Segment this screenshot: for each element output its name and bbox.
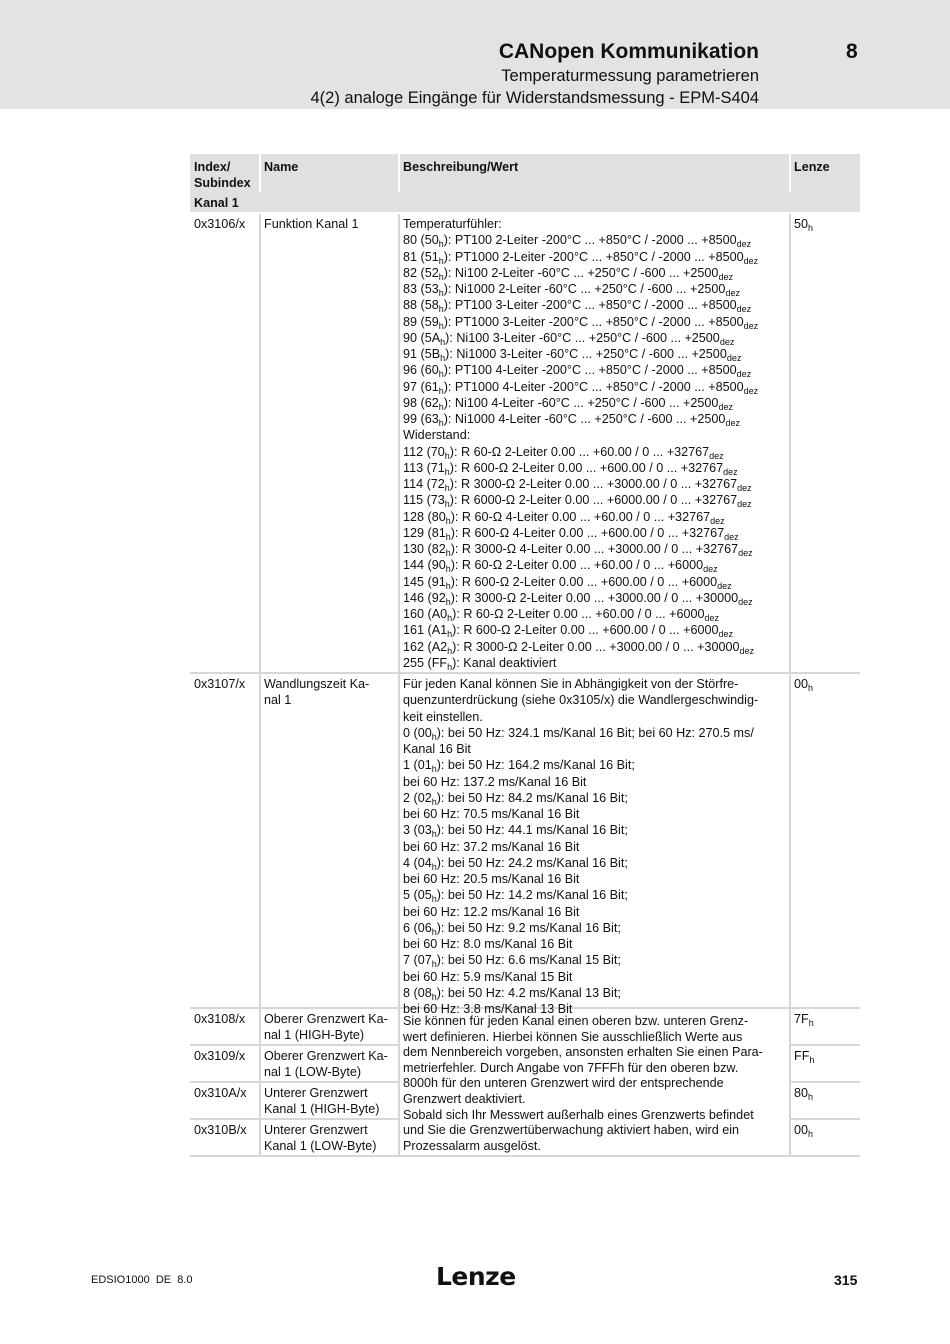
description-line: und Sie die Grenzwertüberwachung aktiviert haben, wird ein <box>403 1123 740 1138</box>
description-line: 5 $(05_h)$: bei 50 Hz: 14.2 ms/Kanal 16 Bit; <box>403 888 628 905</box>
row-default-value: $00_h$ <box>794 1123 814 1139</box>
description-line: 115 $(73_h)$: R 6000-Ω 2-Leiter 0.00 ... +6000.00 / 0 ... $+32767_{dez}$ <box>403 493 752 510</box>
description-line: 160 $(A0_h)$: R 60-Ω 2-Leiter 0.00 ... +60.00 / 0 ... $+6000_{dez}$ <box>403 607 719 623</box>
description-line: Widerstand: <box>403 428 471 443</box>
column-separator <box>398 214 400 672</box>
row-index: 0x310B/x <box>194 1123 247 1137</box>
limit-description <box>403 1014 788 1154</box>
row-index: 0x3107/x <box>194 677 246 691</box>
parameter-table <box>190 154 860 1157</box>
row-index: 0x310A/x <box>194 1086 247 1100</box>
table-row <box>190 1120 398 1155</box>
limit-rows-group <box>190 1009 860 1157</box>
description-line: 83 $(53_h)$: Ni1000 2-Leiter -60°C ... +250°C / -600 ... $+2500_{dez}$ <box>403 282 740 298</box>
description-line: 96 $(60_h)$: PT100 4-Leiter -200°C ... +850°C / -2000 ... $+8500_{dez}$ <box>403 363 752 380</box>
row-default-value: $FF_h$ <box>794 1049 815 1065</box>
description-line: 161 $(A1_h)$: R 600-Ω 2-Leiter 0.00 ... +600.00 / 0 ... $+6000_{dez}$ <box>403 623 733 640</box>
row-default-value: $00_h$ <box>794 677 814 693</box>
group-row <box>190 192 860 214</box>
lenze-cell <box>791 1120 860 1155</box>
table-header-row <box>190 154 860 192</box>
description-line: 0 $(00_h)$: bei 50 Hz: 324.1 ms/Kanal 16 Bit; bei 60 Hz: 270.5 ms/ <box>403 725 754 742</box>
lenze-cell <box>791 1046 860 1083</box>
row-description <box>403 216 788 671</box>
row-name: Wandlungszeit Ka- nal 1 <box>264 677 370 707</box>
description-line: quenzunterdrückung (siehe 0x3105/x) die Wandlergeschwindig- <box>403 693 759 708</box>
description-line: 128 $(80_h)$: R 60-Ω 4-Leiter 0.00 ... +60.00 / 0 ... $+32767_{dez}$ <box>403 509 725 526</box>
description-line: 4 $(04_h)$: bei 50 Hz: 24.2 ms/Kanal 16 Bit; <box>403 855 628 872</box>
description-line: keit einstellen. <box>403 709 483 724</box>
description-line: 81 $(51_h)$: PT1000 2-Leiter -200°C ... +850°C / -2000 ... $+8500_{dez}$ <box>403 249 759 266</box>
description-line: 3 $(03_h)$: bei 50 Hz: 44.1 ms/Kanal 16 Bit; <box>403 823 628 840</box>
table-row <box>190 1046 398 1083</box>
description-line: wert definieren. Hierbei können Sie ausschließlich Werte aus <box>403 1029 743 1044</box>
row-index: 0x3109/x <box>194 1049 246 1063</box>
row-name: Oberer Grenzwert Ka- nal 1 (HIGH-Byte) <box>264 1012 388 1042</box>
row-index: 0x3108/x <box>194 1012 246 1026</box>
description-line: Für jeden Kanal können Sie in Abhängigkeit von der Störfre- <box>403 677 739 691</box>
lenze-logo: Lenze <box>436 1262 516 1291</box>
description-line: 99 $(63_h)$: Ni1000 4-Leiter -60°C ... +250°C / -600 ... $+2500_{dez}$ <box>403 412 740 428</box>
page-number: 315 <box>834 1272 858 1288</box>
group-label: Kanal 1 <box>194 196 239 210</box>
table-row <box>190 674 860 1016</box>
lenze-cell <box>791 1009 860 1046</box>
description-line: bei 60 Hz: 3.8 ms/Kanal 13 Bit <box>403 1002 573 1016</box>
header-separator <box>398 154 400 192</box>
column-separator <box>259 674 261 1007</box>
row-name: Oberer Grenzwert Ka- nal 1 (LOW-Byte) <box>264 1049 388 1079</box>
column-separator <box>789 674 791 1007</box>
description-line: 97 $(61_h)$: PT1000 4-Leiter -200°C ... +850°C / -2000 ... $+8500_{dez}$ <box>403 379 759 396</box>
description-line: 7 $(07_h)$: bei 50 Hz: 6.6 ms/Kanal 15 Bit; <box>403 953 621 970</box>
description-line: bei 60 Hz: 5.9 ms/Kanal 15 Bit <box>403 969 573 984</box>
description-line: Grenzwert deaktiviert. <box>403 1091 526 1106</box>
description-line: bei 60 Hz: 37.2 ms/Kanal 16 Bit <box>403 839 580 854</box>
description-line: 112 $(70_h)$: R 60-Ω 2-Leiter 0.00 ... +60.00 / 0 ... $+32767_{dez}$ <box>403 444 724 461</box>
description-line: 91 $(5B_h)$: Ni1000 3-Leiter -60°C ... +250°C / -600 ... $+2500_{dez}$ <box>403 347 742 363</box>
description-line: bei 60 Hz: 20.5 ms/Kanal 16 Bit <box>403 872 580 886</box>
description-line: 255 $(FF_h)$: Kanal deaktiviert <box>403 655 557 672</box>
description-line: bei 60 Hz: 70.5 ms/Kanal 16 Bit <box>403 807 580 821</box>
description-line: bei 60 Hz: 8.0 ms/Kanal 16 Bit <box>403 937 573 951</box>
description-line: bei 60 Hz: 12.2 ms/Kanal 16 Bit <box>403 904 580 919</box>
header-separator <box>789 154 791 192</box>
description-line: 129 $(81_h)$: R 600-Ω 4-Leiter 0.00 ... +600.00 / 0 ... $+32767_{dez}$ <box>403 525 739 542</box>
page-subtitle: Temperaturmessung parametrieren <box>501 67 759 85</box>
description-line: 80 $(50_h)$: PT100 2-Leiter -200°C ... +850°C / -2000 ... $+8500_{dez}$ <box>403 233 752 250</box>
description-line: 146 $(92_h)$: R 3000-Ω 2-Leiter 0.00 ... +3000.00 / 0 ... $+30000_{dez}$ <box>403 590 753 607</box>
row-default-value: $80_h$ <box>794 1086 814 1102</box>
description-line: 90 $(5A_h)$: Ni100 3-Leiter -60°C ... +250°C / -600 ... $+2500_{dez}$ <box>403 330 735 347</box>
description-line: 8000h für den unteren Grenzwert wird der entsprechende <box>403 1076 724 1091</box>
page-subtitle-2: 4(2) analoge Eingänge für Widerstandsmessung - EPM-S404 <box>310 89 759 107</box>
description-line: Sobald sich Ihr Messwert außerhalb eines Grenzwerts befindet <box>403 1107 754 1122</box>
chapter-number: 8 <box>846 40 858 63</box>
description-line: 6 $(06_h)$: bei 50 Hz: 9.2 ms/Kanal 16 Bit; <box>403 920 621 937</box>
column-separator <box>398 674 400 1007</box>
row-default-value: $50_h$ <box>794 217 814 233</box>
description-line: 162 $(A2_h)$: R 3000-Ω 2-Leiter 0.00 ... +3000.00 / 0 ... $+30000_{dez}$ <box>403 639 755 656</box>
description-line: 145 $(91_h)$: R 600-Ω 2-Leiter 0.00 ... +600.00 / 0 ... $+6000_{dez}$ <box>403 574 732 591</box>
table-row <box>190 1083 398 1120</box>
description-line: 144 $(90_h)$: R 60-Ω 2-Leiter 0.00 ... +60.00 / 0 ... $+6000_{dez}$ <box>403 558 718 575</box>
row-name: Unterer Grenzwert Kanal 1 (LOW-Byte) <box>264 1123 377 1153</box>
description-line: 98 $(62_h)$: Ni100 4-Leiter -60°C ... +250°C / -600 ... $+2500_{dez}$ <box>403 395 733 412</box>
description-line: 114 $(72_h)$: R 3000-Ω 2-Leiter 0.00 ... +3000.00 / 0 ... $+32767_{dez}$ <box>403 477 752 493</box>
lenze-cell <box>791 1083 860 1120</box>
column-header-lenze: Lenze <box>794 160 830 174</box>
description-line: bei 60 Hz: 137.2 ms/Kanal 16 Bit <box>403 774 587 789</box>
column-separator <box>789 1009 791 1155</box>
document-id: EDSIO1000 DE 8.0 <box>91 1274 193 1286</box>
description-line: Temperaturfühler: <box>403 217 502 231</box>
description-line: Prozessalarm ausgelöst. <box>403 1138 541 1153</box>
row-description <box>403 676 788 1017</box>
row-name: Unterer Grenzwert Kanal 1 (HIGH-Byte) <box>264 1086 380 1116</box>
column-separator <box>398 1009 400 1155</box>
description-line: metrierfehler. Durch Angabe von 7FFFh für den oberen bzw. <box>403 1060 739 1075</box>
column-header-name: Name <box>264 160 299 174</box>
page-title: CANopen Kommunikation <box>498 40 759 63</box>
table-row <box>190 214 860 674</box>
column-header-description: Beschreibung/Wert <box>403 160 519 174</box>
description-line: 8 $(08_h)$: bei 50 Hz: 4.2 ms/Kanal 13 Bit; <box>403 985 621 1002</box>
table-row <box>190 1009 398 1046</box>
row-index: 0x3106/x <box>194 217 246 231</box>
description-line: 130 $(82_h)$: R 3000-Ω 4-Leiter 0.00 ... +3000.00 / 0 ... $+32767_{dez}$ <box>403 542 753 558</box>
description-line: 88 $(58_h)$: PT100 3-Leiter -200°C ... +850°C / -2000 ... $+8500_{dez}$ <box>403 298 752 315</box>
description-line: dem Nennbereich vorgeben, ansonsten erhalten Sie einen Para- <box>403 1045 763 1060</box>
description-line: 1 $(01_h)$: bei 50 Hz: 164.2 ms/Kanal 16 Bit; <box>403 758 635 775</box>
header-separator <box>259 154 261 192</box>
description-line: 82 $(52_h)$: Ni100 2-Leiter -60°C ... +250°C / -600 ... $+2500_{dez}$ <box>403 265 733 282</box>
column-header-index: Index/ Subindex <box>194 160 251 190</box>
description-line: 113 $(71_h)$: R 600-Ω 2-Leiter 0.00 ... +600.00 / 0 ... $+32767_{dez}$ <box>403 460 738 477</box>
row-default-value: $7F_h$ <box>794 1012 814 1028</box>
column-separator <box>259 214 261 672</box>
description-line: 2 $(02_h)$: bei 50 Hz: 84.2 ms/Kanal 16 Bit; <box>403 790 628 807</box>
description-line: Kanal 16 Bit <box>403 742 471 756</box>
column-separator <box>259 1009 261 1155</box>
description-line: 89 $(59_h)$: PT1000 3-Leiter -200°C ... +850°C / -2000 ... $+8500_{dez}$ <box>403 314 759 331</box>
column-separator <box>789 214 791 672</box>
description-line: Sie können für jeden Kanal einen oberen bzw. unteren Grenz- <box>403 1014 749 1028</box>
row-name: Funktion Kanal 1 <box>264 217 359 231</box>
